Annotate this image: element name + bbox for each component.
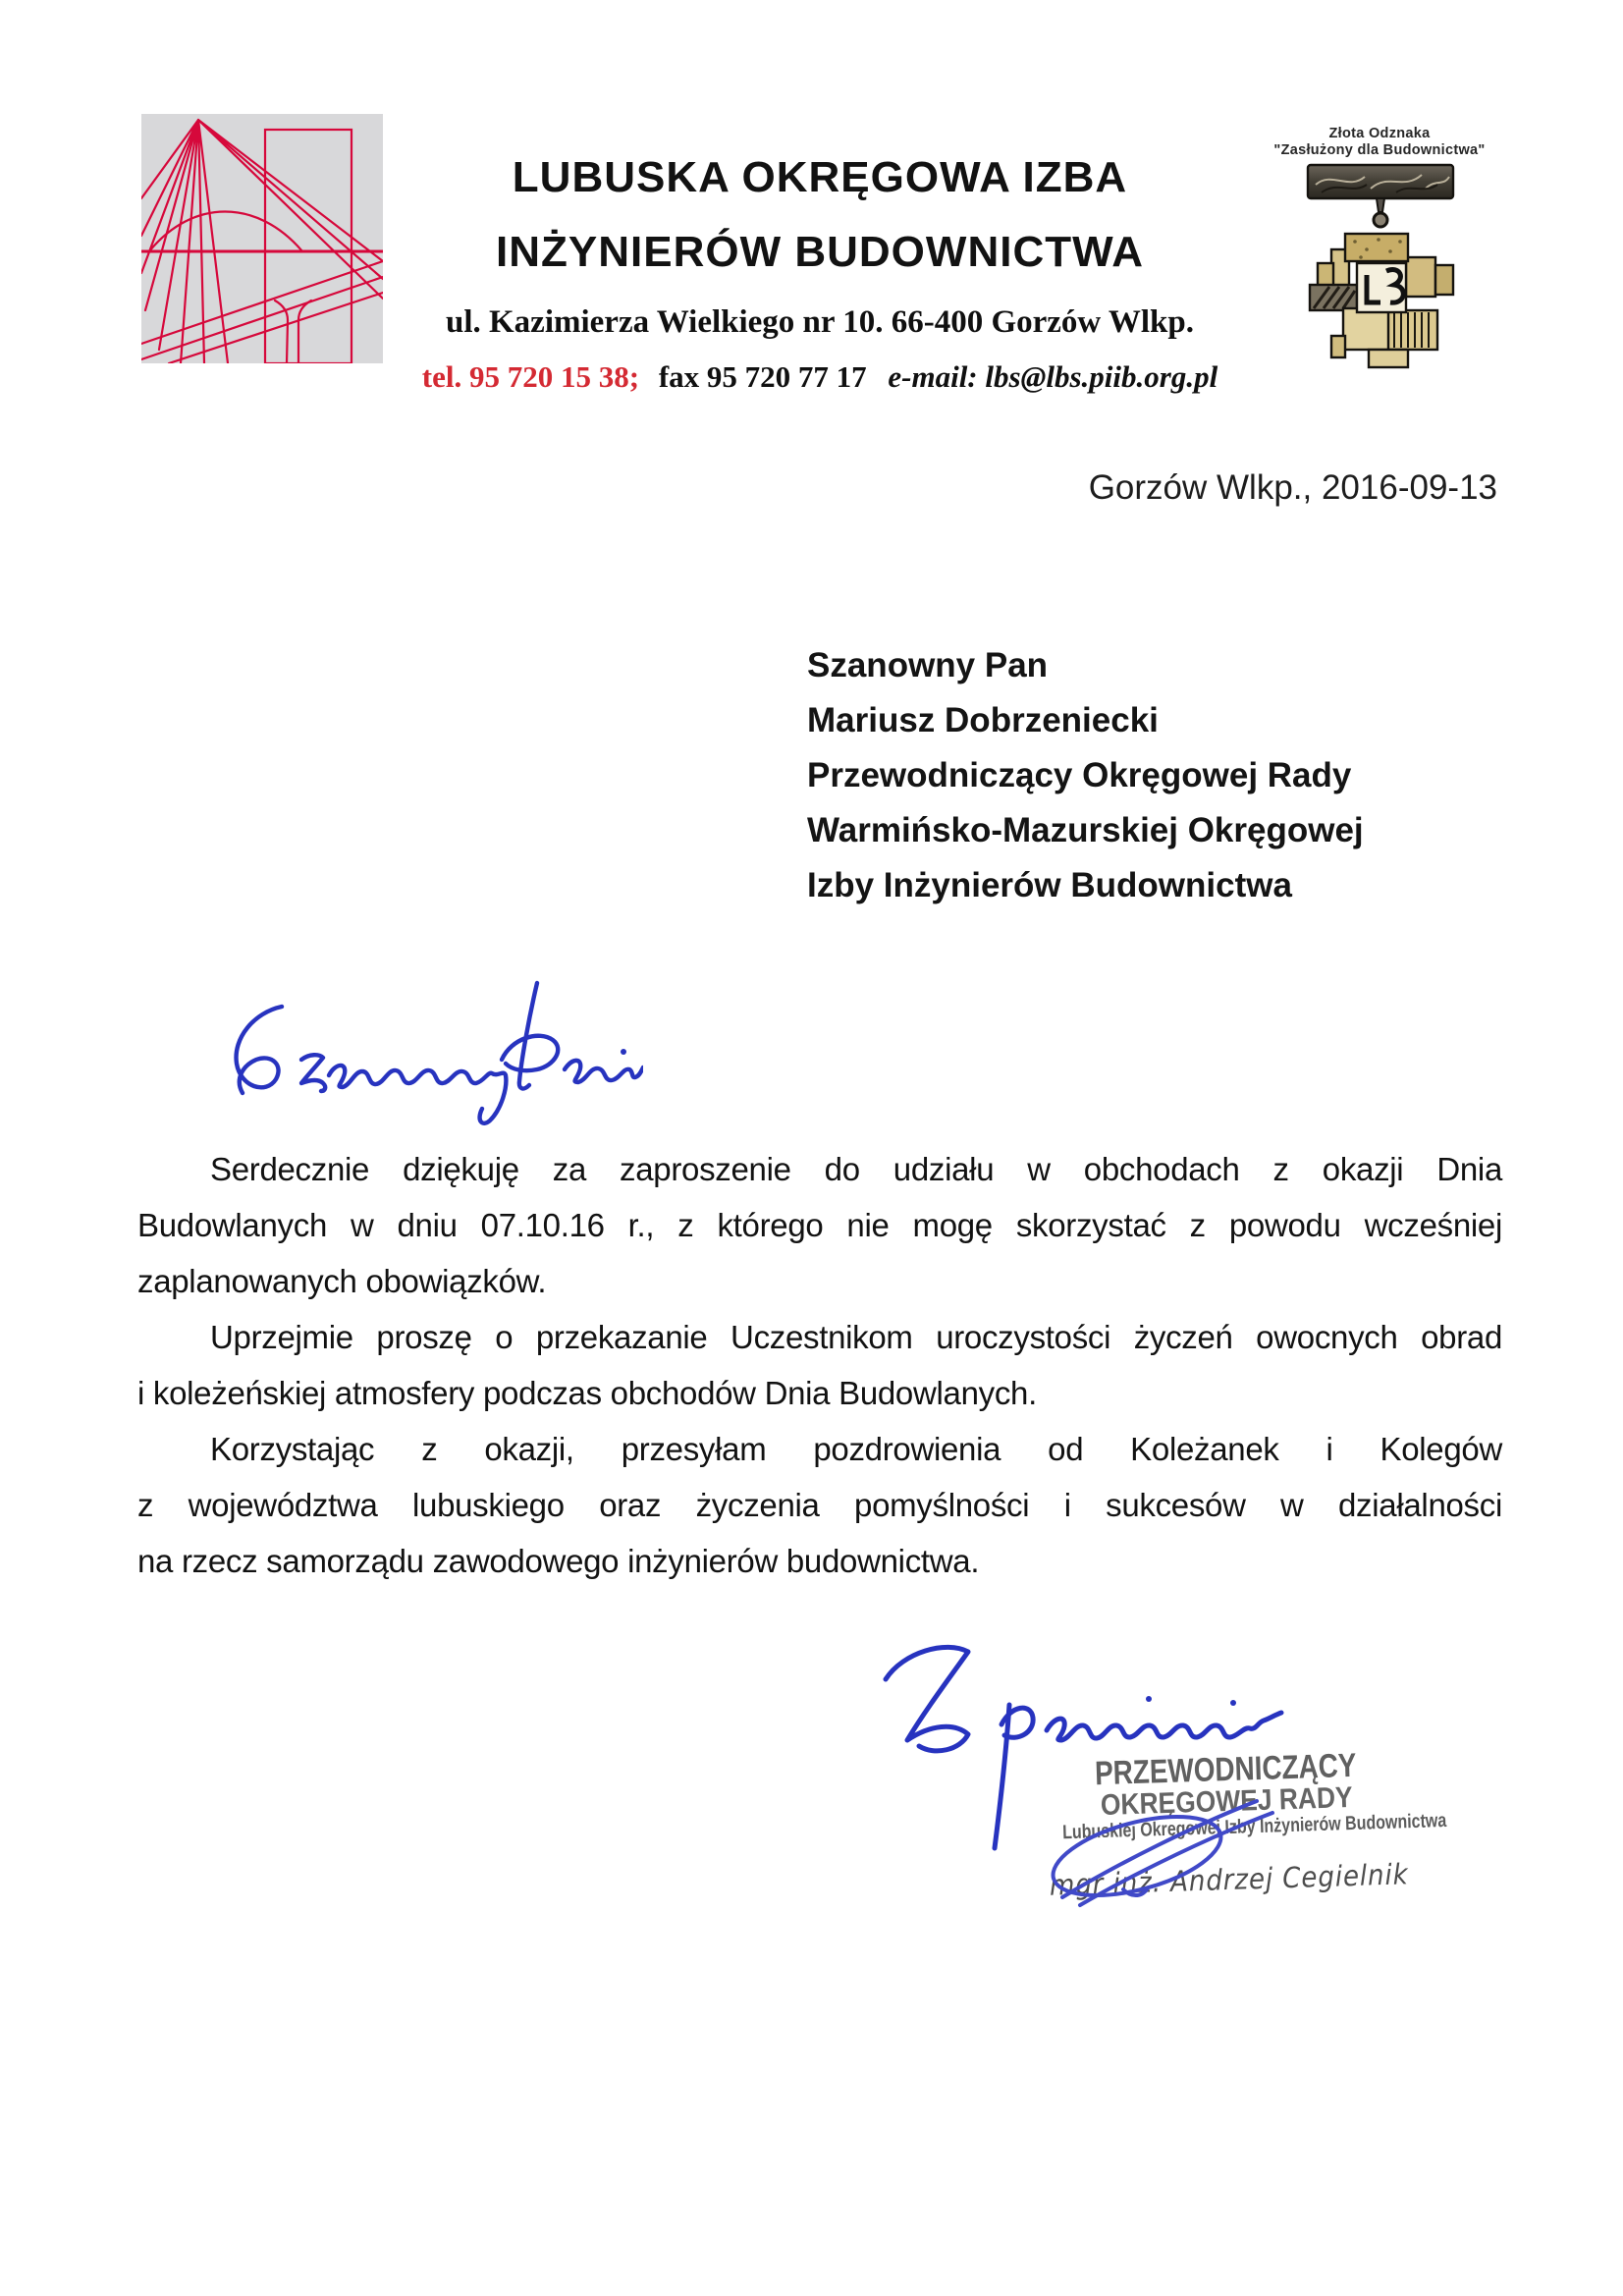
medal-bar xyxy=(1308,165,1453,198)
stamp-title-line1: PRZEWODNICZĄCY xyxy=(1094,1746,1357,1793)
body-p1-line2: Budowlanych w dniu 07.10.16 r., z którego nie mogę skorzystać z powodu wcześniej xyxy=(137,1207,1502,1243)
stamp-title-line3: Lubuskiej Okręgowej Izby Inżynierów Budownictwa xyxy=(1061,1809,1447,1844)
body-paragraphs xyxy=(137,1141,1502,1589)
recipient-line-4: Warmińsko-Mazurskiej Okręgowej xyxy=(807,811,1364,849)
stamp-signer-name: mgr inż. Andrzej Cegielnik xyxy=(1049,1857,1410,1902)
phone-number: tel. 95 720 15 38; xyxy=(421,359,640,394)
medal-link xyxy=(1374,198,1387,227)
email-label: e-mail: xyxy=(888,359,978,394)
stamp-title-line2: OKRĘGOWEJ RADY xyxy=(1100,1780,1354,1823)
body-p2-line1: Uprzejmie proszę o przekazanie Uczestnikom uroczystości życzeń owocnych obrad xyxy=(210,1319,1502,1355)
organization-name-line2: INŻYNIERÓW BUDOWNICTWA xyxy=(496,228,1144,276)
body-p2-line2: i koleżeńskiej atmosfery podczas obchodów Dnia Budowlanych. xyxy=(137,1375,1037,1411)
body-p3-line1: Korzystając z okazji, przesyłam pozdrowienia od Koleżanek i Kolegów xyxy=(210,1431,1502,1467)
recipient-block xyxy=(807,638,1364,913)
recipient-line-5: Izby Inżynierów Budownictwa xyxy=(807,866,1292,904)
contact-line xyxy=(324,359,1316,395)
address-line: ul. Kazimierza Wielkiego nr 10. 66-400 Gorzów Wlkp. xyxy=(445,304,1195,340)
medal-pendant xyxy=(1310,234,1453,367)
fax-number: fax 95 720 77 17 xyxy=(658,359,867,394)
body-p3-line2: z województwa lubuskiego oraz życzenia pomyślności i sukcesów w działalności xyxy=(137,1487,1502,1523)
body-p1-line1: Serdecznie dziękuję za zaproszenie do udziału w obchodach z okazji Dnia xyxy=(210,1151,1502,1187)
signature-flourish xyxy=(1029,1787,1294,1910)
recipient-line-2: Mariusz Dobrzeniecki xyxy=(807,701,1159,739)
body-p1-line3: zaplanowanych obowiązków. xyxy=(137,1263,547,1299)
badge-caption-line2: "Zasłużony dla Budownictwa" xyxy=(1273,142,1486,158)
dateline: Gorzów Wlkp., 2016-09-13 xyxy=(1088,468,1497,507)
body-p3-line3: na rzecz samorządu zawodowego inżynierów budownictwa. xyxy=(137,1543,980,1579)
badge-caption xyxy=(1257,126,1502,159)
email-address: lbs@lbs.piib.org.pl xyxy=(985,359,1218,394)
gold-medal-icon xyxy=(1302,161,1459,372)
badge-caption-line1: Złota Odznaka xyxy=(1328,126,1431,141)
handwritten-greeting xyxy=(191,977,643,1139)
recipient-line-3: Przewodniczący Okręgowej Rady xyxy=(807,756,1352,794)
recipient-line-1: Szanowny Pan xyxy=(807,646,1049,684)
organization-name-line1: LUBUSKA OKRĘGOWA IZBA xyxy=(512,153,1128,201)
